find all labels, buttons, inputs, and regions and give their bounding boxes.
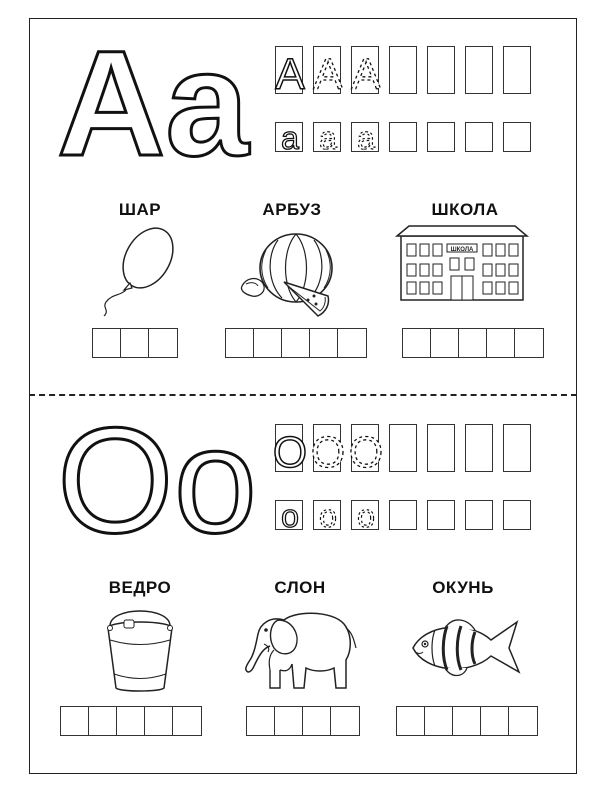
trace-row-upper-o — [272, 424, 531, 477]
letter-box[interactable] — [93, 329, 121, 357]
trace-cell-empty — [427, 424, 455, 472]
svg-text:o: o — [357, 498, 375, 534]
trace-cell-empty — [427, 122, 455, 152]
letter-box[interactable] — [226, 329, 254, 357]
trace-cell-dashed — [313, 120, 341, 156]
svg-text:o: o — [319, 498, 337, 534]
letter-box[interactable] — [425, 707, 453, 735]
trace-row-upper-a — [275, 46, 531, 99]
word-label: СЛОН — [274, 578, 326, 597]
trace-cell-solid — [275, 498, 303, 534]
letter-box[interactable] — [89, 707, 117, 735]
trace-cell-solid — [275, 120, 303, 156]
trace-cell-empty — [503, 122, 531, 152]
letter-box[interactable] — [247, 707, 275, 735]
letter-box[interactable] — [149, 329, 177, 357]
letter-box[interactable] — [145, 707, 173, 735]
bucket-icon — [100, 600, 180, 700]
elephant-icon — [240, 598, 360, 698]
trace-cell-empty — [389, 424, 417, 472]
trace-cell-empty — [427, 46, 455, 94]
trace-row-lower-o — [275, 498, 531, 534]
trace-cell-empty — [427, 500, 455, 530]
school-icon — [395, 222, 530, 307]
answer-boxes[interactable] — [92, 328, 178, 358]
answer-boxes[interactable] — [402, 328, 544, 358]
svg-text:O: O — [348, 428, 384, 477]
trace-cell-dashed — [310, 424, 346, 477]
svg-text:O: O — [272, 428, 308, 477]
letter-box[interactable] — [453, 707, 481, 735]
watermelon-icon — [238, 220, 348, 330]
svg-text:A: A — [313, 50, 343, 99]
letter-box[interactable] — [117, 707, 145, 735]
trace-cell-dashed — [351, 46, 381, 99]
trace-cell-empty — [389, 500, 417, 530]
word-label: ВЕДРО — [108, 578, 172, 597]
trace-cell-empty — [389, 122, 417, 152]
letter-box[interactable] — [487, 329, 515, 357]
trace-cell-dashed — [313, 498, 341, 534]
big-letters-o — [55, 396, 265, 564]
word-label: ШАР — [118, 200, 162, 219]
svg-text:a: a — [281, 120, 299, 156]
trace-cell-empty — [465, 122, 493, 152]
letter-box[interactable] — [481, 707, 509, 735]
answer-boxes[interactable] — [60, 706, 202, 736]
svg-text:a: a — [319, 120, 337, 156]
trace-cell-empty — [389, 46, 417, 94]
trace-cell-empty — [503, 500, 531, 530]
letter-box[interactable] — [275, 707, 303, 735]
svg-text:O: O — [310, 428, 346, 477]
trace-cell-empty — [465, 500, 493, 530]
trace-cell-solid — [275, 46, 305, 99]
answer-boxes[interactable] — [246, 706, 360, 736]
word-label: АРБУЗ — [262, 200, 322, 219]
trace-cell-empty — [465, 46, 493, 94]
answer-boxes[interactable] — [225, 328, 367, 358]
letter-box[interactable] — [61, 707, 89, 735]
letter-box[interactable] — [282, 329, 310, 357]
svg-text:o: o — [281, 498, 299, 534]
letter-box[interactable] — [254, 329, 282, 357]
trace-cell-dashed — [313, 46, 343, 99]
svg-text:A: A — [351, 50, 381, 99]
trace-cell-dashed — [348, 424, 384, 477]
trace-cell-empty — [503, 46, 531, 94]
trace-cell-dashed — [351, 498, 379, 534]
trace-cell-empty — [465, 424, 493, 472]
svg-text:Oo: Oo — [57, 396, 258, 564]
letter-box[interactable] — [431, 329, 459, 357]
svg-text:a: a — [357, 120, 375, 156]
letter-box[interactable] — [121, 329, 149, 357]
letter-box[interactable] — [397, 707, 425, 735]
trace-cell-empty — [503, 424, 531, 472]
big-letters-a — [55, 19, 255, 187]
answer-boxes[interactable] — [396, 706, 538, 736]
svg-text:Aa: Aa — [57, 19, 249, 187]
letter-box[interactable] — [310, 329, 338, 357]
letter-box[interactable] — [331, 707, 359, 735]
letter-box[interactable] — [403, 329, 431, 357]
word-label: ШКОЛА — [431, 200, 499, 219]
letter-box[interactable] — [173, 707, 201, 735]
word-label: ОКУНЬ — [432, 578, 494, 597]
svg-text:ШКОЛА: ШКОЛА — [450, 247, 474, 253]
letter-box[interactable] — [515, 329, 543, 357]
fish-icon — [405, 610, 525, 690]
letter-box[interactable] — [303, 707, 331, 735]
trace-row-lower-a — [275, 120, 531, 156]
letter-box[interactable] — [459, 329, 487, 357]
letter-box[interactable] — [509, 707, 537, 735]
svg-text:A: A — [275, 50, 305, 99]
balloon-icon — [90, 220, 190, 325]
letter-box[interactable] — [338, 329, 366, 357]
trace-cell-dashed — [351, 120, 379, 156]
trace-cell-solid — [272, 424, 308, 477]
